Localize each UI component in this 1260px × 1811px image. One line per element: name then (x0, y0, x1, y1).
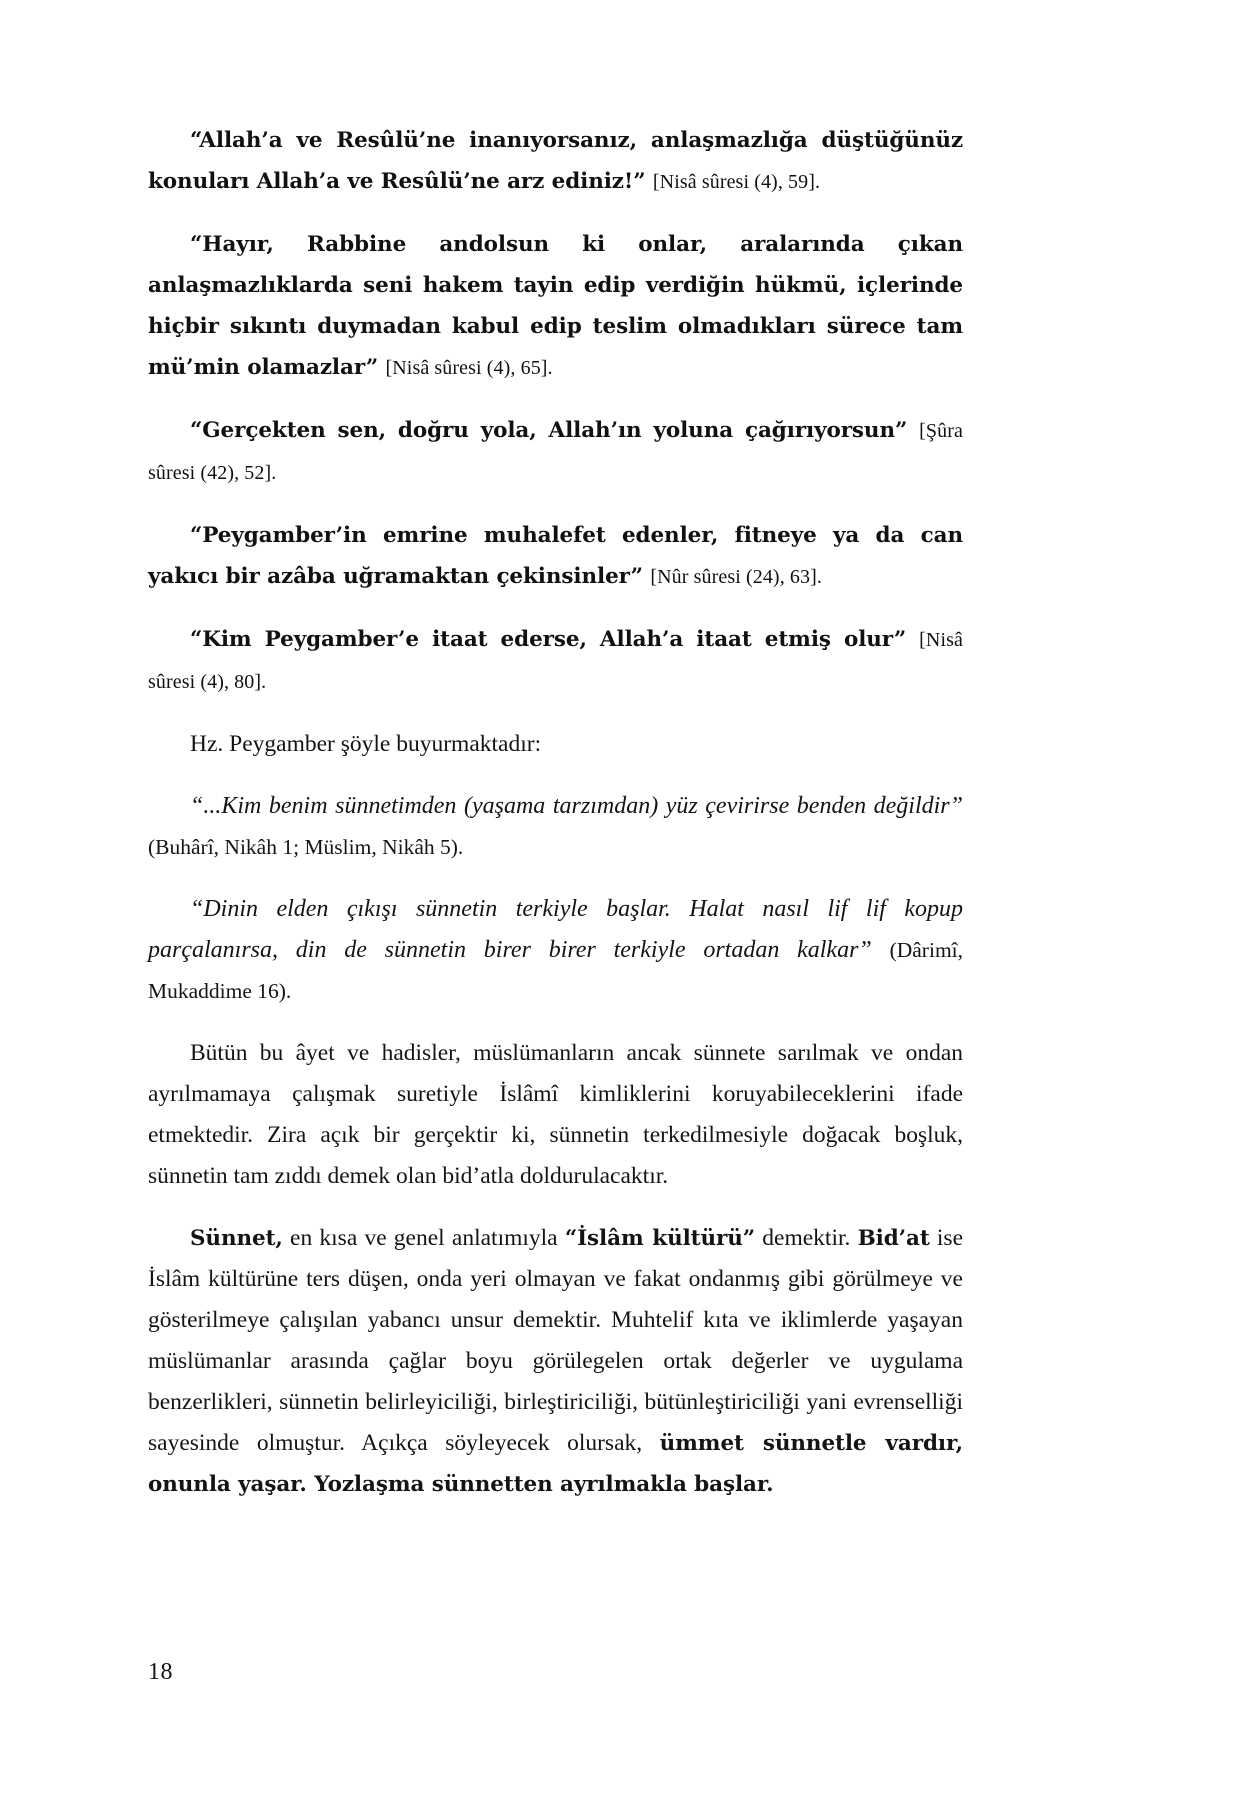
page-content (148, 120, 963, 1526)
verse-citation: [Nisâ sûresi (4), 80]. (148, 629, 963, 693)
paragraph-butun-bu-ayet: Bütün bu âyet ve hadisler, müslümanların ancak sünnete sarılmak ve ondan ayrılmamaya çalışmak suretiyle İslâmî kimliklerini koruyabileceklerini ifade etmektedir. Zira açık bir gerçektir ki, sünnetin terkedilmesiyle doğacak boşluk, sünnetin tam zıddı demek olan bid’atla doldurulacaktır. (148, 1040, 963, 1189)
quran-verse-nisa-65 (148, 224, 963, 389)
text-run: ise İslâm kültürüne ters düşen, onda yeri olmayan ve fakat ondanmış gibi görülmeye ve gösterilmeye çalışılan yabancı unsur demektir. Muhtelif kıta ve iklimlerde yaşayan müslümanlar arasında çağlar boyu görülegelen ortak değerler ve uygulama benzerlikleri, sünnetin belirleyiciliği, birleştiriciliği, bütünleştiriciliği yani evrenselliği sayesinde olmuştur. Açıkça söyleyecek olursak, (148, 1225, 964, 1456)
hadith-quote-darimi (148, 889, 963, 1012)
hadith-quote-text: “...Kim benim sünnetimden (yaşama tarzımdan) yüz çevirirse benden değildir” (190, 793, 963, 819)
emphasis-run: Sünnet, (190, 1226, 283, 1251)
hadith-citation: (Buhârî, Nikâh 1; Müslim, Nikâh 5). (148, 835, 464, 859)
quran-verse-nisa-80 (148, 619, 963, 703)
verse-quote-text: “Hayır, Rabbine andolsun ki onlar, aralarında çıkan anlaşmazlıklarda seni hakem tayin edip verdiğin hükmü, içlerinde hiçbir sıkıntı duymadan kabul edip teslim olmadıkları sürece tam mü’min olamazlar” (148, 232, 963, 380)
verse-citation: [Nûr sûresi (24), 63]. (650, 566, 822, 588)
page-number: 18 (148, 1659, 173, 1685)
verse-quote-text: “Peygamber’in emrine muhalefet edenler, fitneye ya da can yakıcı bir azâba uğramaktan çekinsinler” (148, 523, 963, 589)
emphasis-run: ümmet sünnetle vardır, onunla yaşar. Yozlaşma sünnetten ayrılmakla başlar. (148, 1431, 963, 1497)
verse-quote-text: “Allah’a ve Resûlü’ne inanıyorsanız, anlaşmazlığa düştüğünüz konuları Allah’a ve Resûlü’ne arz ediniz!” (148, 128, 963, 194)
quran-verse-sura-52 (148, 410, 963, 494)
paragraph-sunnet-bidat (148, 1218, 963, 1505)
verse-quote-text: “Kim Peygamber’e itaat ederse, Allah’a itaat etmiş olur” (190, 627, 907, 652)
emphasis-run: “İslâm kültürü” (564, 1226, 756, 1251)
verse-citation: [Şûra sûresi (42), 52]. (148, 420, 963, 484)
hadith-quote-text: “Dinin elden çıkışı sünnetin terkiyle başlar. Halat nasıl lif lif kopup parçalanırsa, din de sünnetin birer birer terkiyle ortadan kalkar” (148, 896, 963, 963)
quran-verse-nisa-59 (148, 120, 963, 203)
text-run: en kısa ve genel anlatımıyla (282, 1225, 565, 1251)
verse-citation: [Nisâ sûresi (4), 59]. (652, 171, 821, 193)
emphasis-run: Bid’at (857, 1226, 930, 1251)
hadith-citation: (Dârimî, Mukaddime 16). (148, 938, 964, 1003)
quran-verse-nur-63 (148, 515, 963, 598)
hadith-intro-paragraph: Hz. Peygamber şöyle buyurmaktadır: (190, 731, 542, 757)
text-run: demektir. (755, 1225, 858, 1251)
hadith-quote-buhari (148, 786, 963, 868)
verse-quote-text: “Gerçekten sen, doğru yola, Allah’ın yoluna çağırıyorsun” (190, 418, 908, 443)
verse-citation: [Nisâ sûresi (4), 65]. (385, 357, 553, 379)
